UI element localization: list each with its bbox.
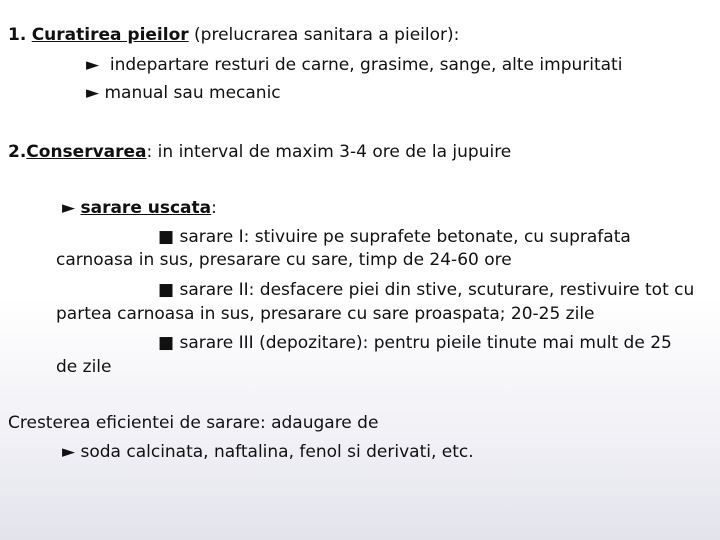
section2-subtitle: : in interval de maxim 3-4 ore de la jupuire (146, 142, 512, 162)
section1-item-1 (86, 53, 622, 77)
square-bullet-icon: ■ (158, 280, 175, 300)
step-text: sarare III (depozitare): pentru pieile tinute mai mult de 25 (179, 333, 672, 353)
step-1-line-1 (158, 225, 631, 249)
efficiency-text: Cresterea eficientei de sarare: adaugare de (8, 413, 379, 433)
section1-title: Curatirea pieilor (31, 25, 189, 45)
efficiency-item (62, 440, 474, 464)
method-heading (62, 196, 217, 220)
section2-heading (8, 140, 511, 164)
step-text: sarare II: desfacere piei din stive, scuturare, restivuire tot cu (179, 280, 695, 300)
step-2-line-2: partea carnoasa in sus, presarare cu sare proaspata; 20-25 zile (56, 304, 595, 324)
section2-number: 2. (8, 142, 27, 162)
section1-item-2 (86, 81, 281, 105)
triangle-bullet-icon: ► (86, 83, 100, 103)
step-3-line-1 (158, 331, 672, 355)
section2-title: Conservarea (26, 142, 147, 162)
step-1-line-2: carnoasa in sus, presarare cu sare, timp de 24-60 ore (56, 250, 512, 270)
square-bullet-icon: ■ (158, 333, 175, 353)
step-2-line-1 (158, 278, 694, 302)
section1-item-text: indepartare resturi de carne, grasime, sange, alte impuritati (109, 55, 623, 75)
step-text: sarare I: stivuire pe suprafete betonate, cu suprafata (179, 227, 631, 247)
section1-item-text: manual sau mecanic (104, 83, 281, 103)
triangle-bullet-icon: ► (86, 55, 100, 75)
efficiency-item-text: soda calcinata, naftalina, fenol si derivati, etc. (80, 442, 474, 462)
section1-subtitle: (prelucrarea sanitara a pieilor): (188, 25, 460, 45)
section1-number: 1. (8, 25, 27, 45)
square-bullet-icon: ■ (158, 227, 175, 247)
triangle-bullet-icon: ► (62, 198, 76, 218)
method-title: sarare uscata (80, 198, 212, 218)
method-suffix: : (211, 198, 217, 218)
step-3-line-2: de zile (56, 357, 112, 377)
triangle-bullet-icon: ► (62, 442, 76, 462)
section1-heading (8, 23, 459, 47)
